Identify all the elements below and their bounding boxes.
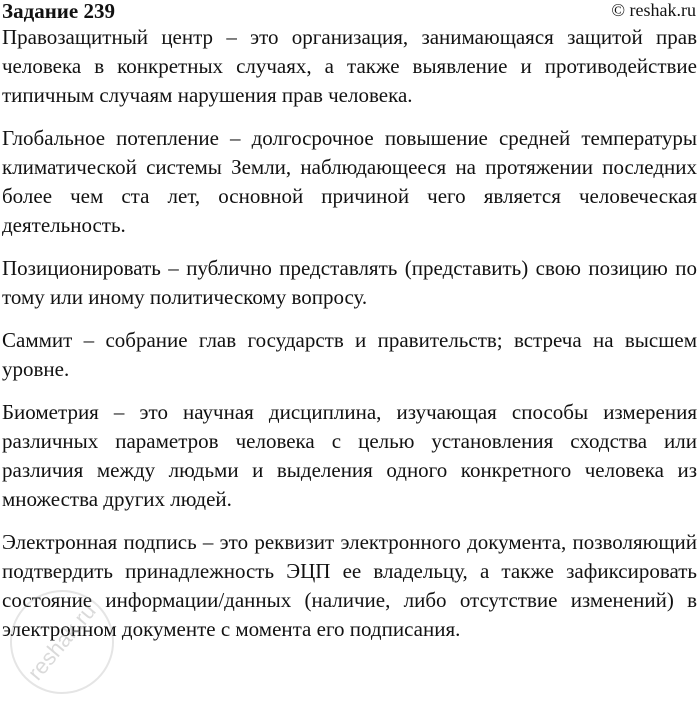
paragraph-positioning: Позиционировать – публично представлять (представить) свою позицию по тому или иному политическому вопросу. [2,256,697,309]
header [2,0,696,24]
paragraph-summit: Саммит – собрание глав государств и правительств; встреча на высшем уровне. [2,328,697,381]
copyright-label: © reshak.ru [611,0,696,20]
task-title: Задание 239 [2,0,115,23]
paragraph-global-warming: Глобальное потепление – долгосрочное повышение средней температуры климатической системы Земли, наблюдающееся на протяжении последних более чем ста лет, основной причиной чего является человеческая деятельность. [2,126,697,237]
paragraph-human-rights-center: Правозащитный центр – это организация, занимающаяся защитой прав человека в конкретных случаях, а также выявление и противодействие типичным случаям нарушения прав человека. [2,25,697,107]
document-body [2,23,697,658]
watermark-stamp: reshak.ru [0,569,135,716]
paragraph-electronic-signature: Электронная подпись – это реквизит электронного документа, позволяющий подтвердить принадлежность ЭЦП ее владельцу, а также зафиксировать состояние информации/данных (наличие, либо отсутствие изменений) в электронном документе с момента его подписания. [2,530,697,641]
paragraph-biometrics: Биометрия – это научная дисциплина, изучающая способы измерения различных параметров человека с целью установления сходства или различия между людьми и выделения одного конкретного человека из множества других людей. [2,400,697,511]
